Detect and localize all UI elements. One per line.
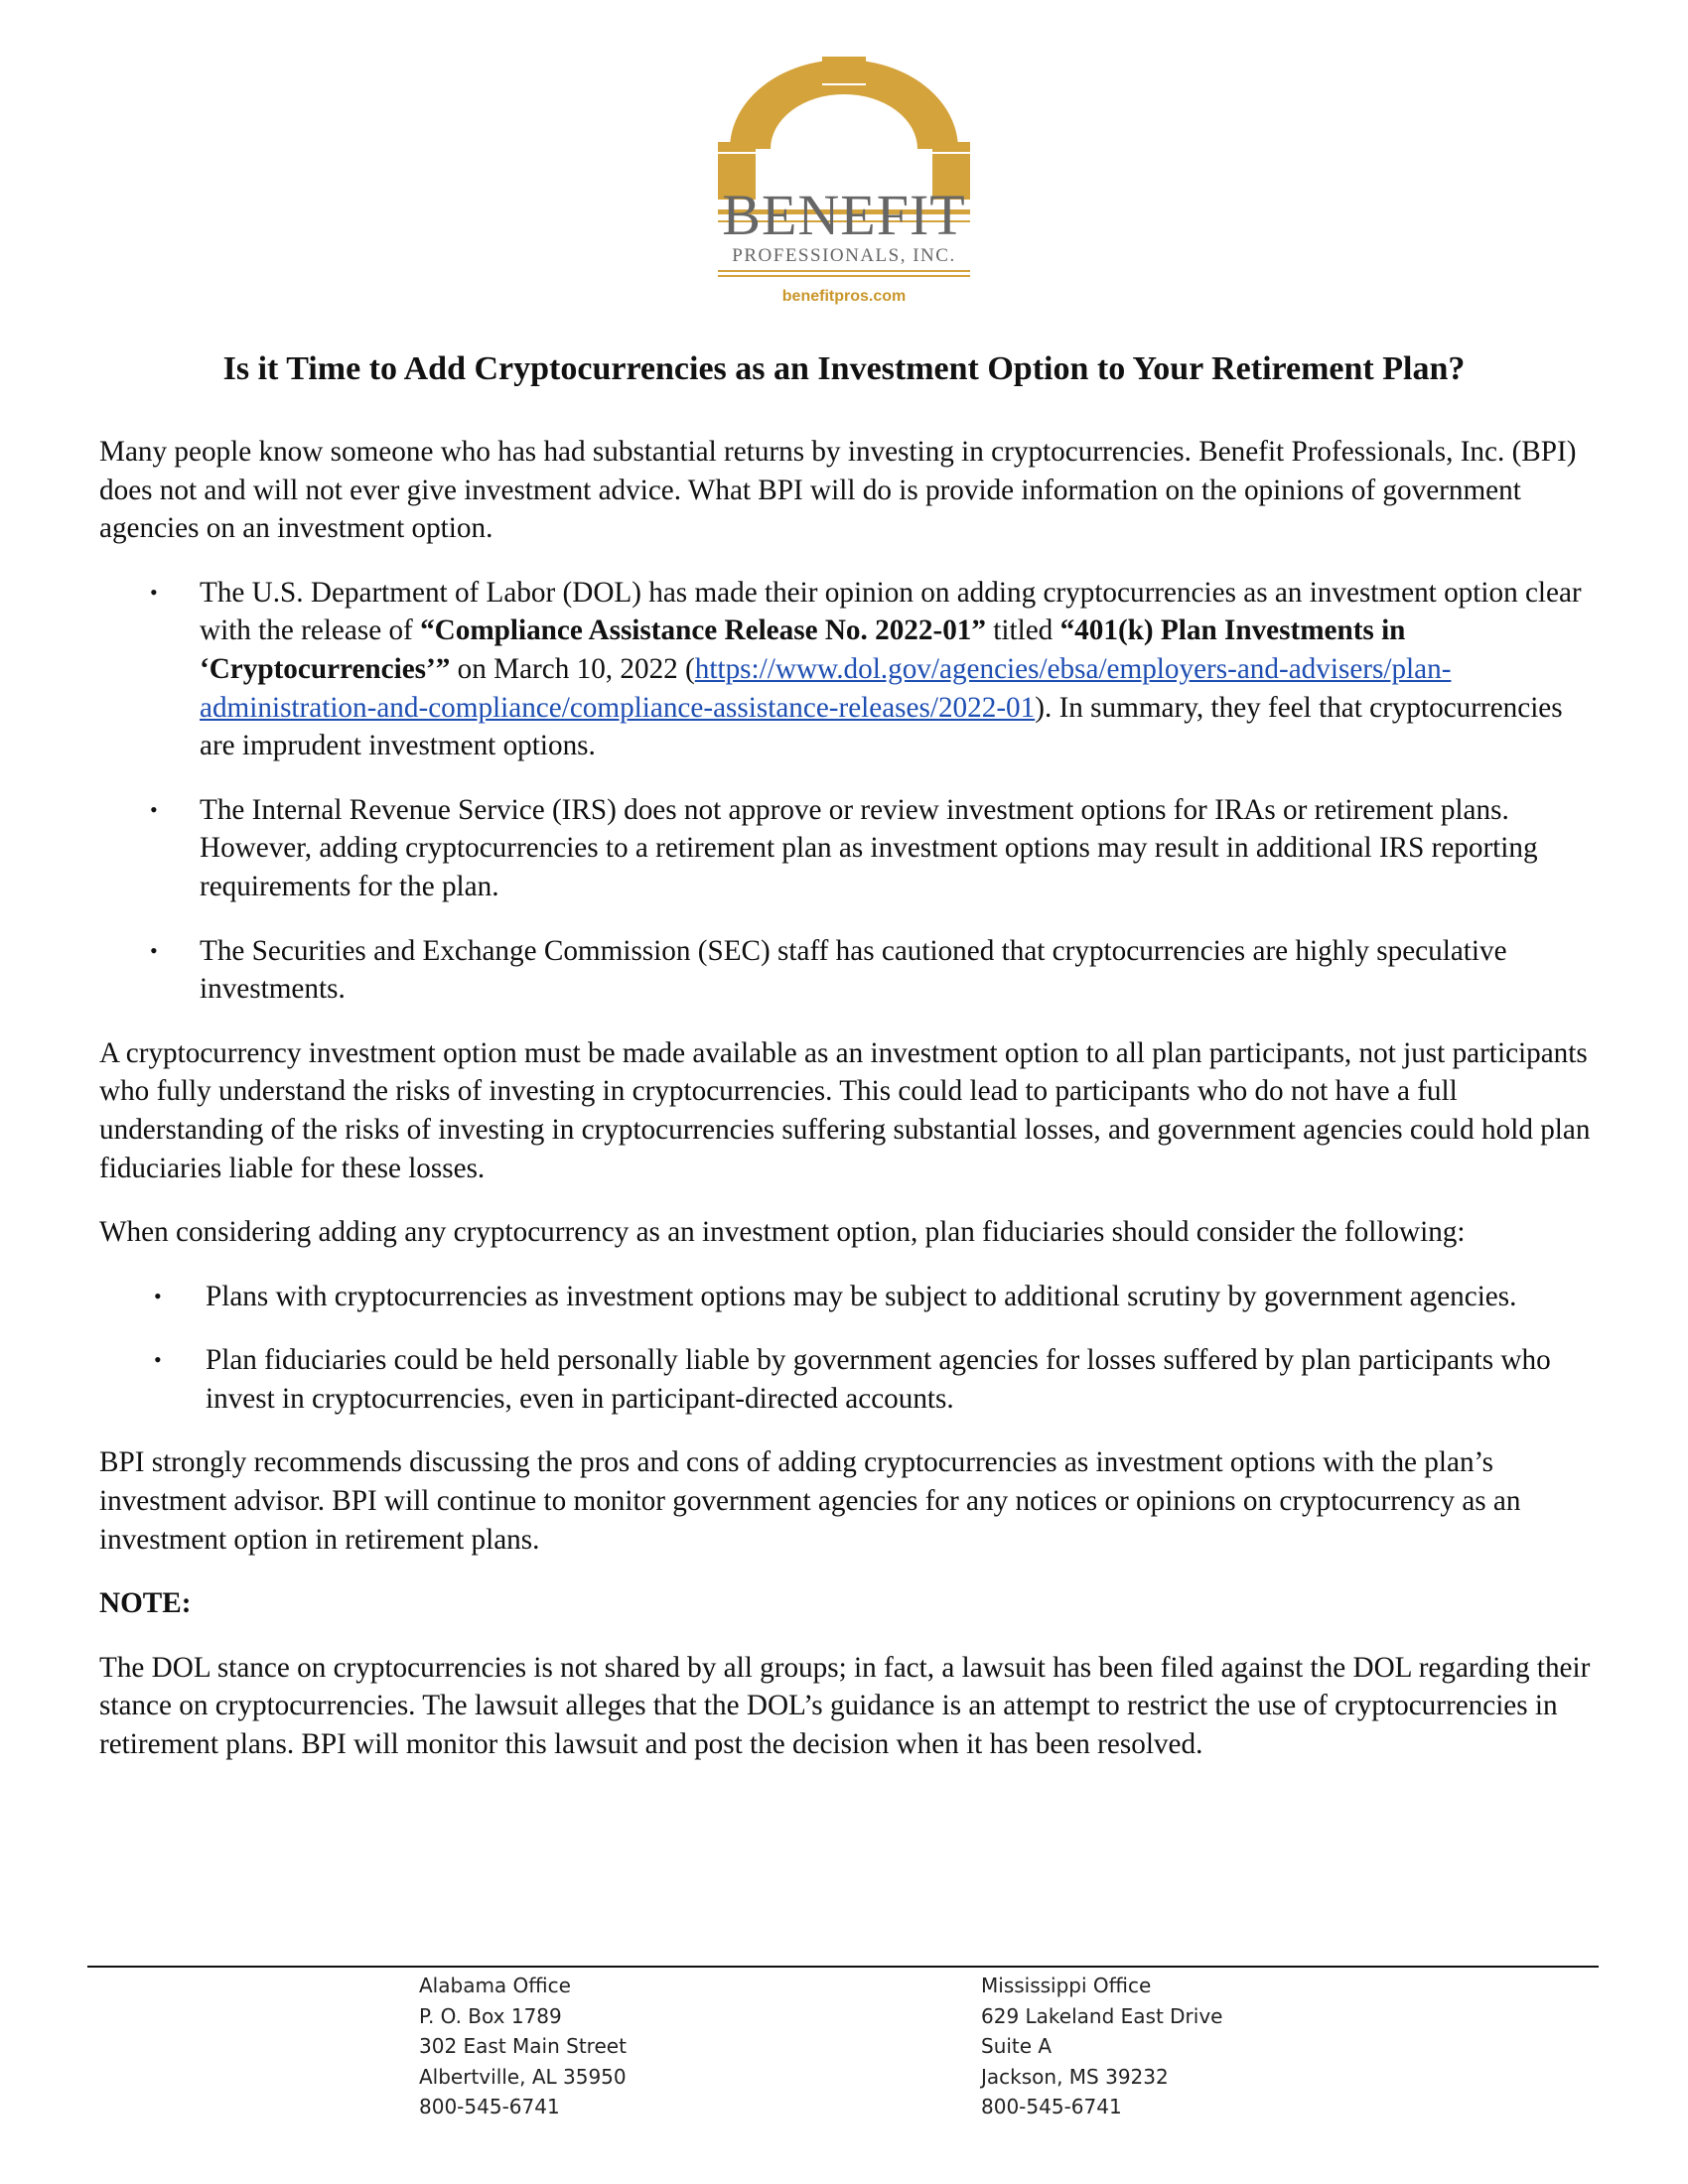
dol-text-a: The U.S. Department of Labor (DOL) has made their opinion on adding cryptocurrencies as an investment option clear with the release of	[200, 576, 1582, 647]
page-title: Is it Time to Add Cryptocurrencies as an Investment Option to Your Retirement Plan?	[222, 350, 1466, 387]
bullet-icon: •	[150, 937, 158, 963]
mississippi-suite: Suite A	[981, 2034, 1053, 2058]
mississippi-city: Jackson, MS 39232	[981, 2064, 1169, 2089]
intro-paragraph: Many people know someone who has had substantial returns by investing in cryptocurrencies. Benefit Professionals, Inc. (BPI) does not and will not ever give investment advice. What BPI will do is provide information on the opinions of government agencies on an investment option.	[99, 436, 1577, 545]
alabama-street: 302 East Main Street	[419, 2034, 627, 2058]
list-item-scrutiny	[99, 1278, 1594, 1316]
alabama-po-box: P. O. Box 1789	[419, 2003, 562, 2028]
irs-text: The Internal Revenue Service (IRS) does not approve or review investment options for IRAs or retirement plans. However, adding cryptocurrencies to a retirement plan as investment options may result in additional IRS reporting requirements for the plan.	[200, 793, 1538, 902]
mississippi-street: 629 Lakeland East Drive	[981, 2003, 1223, 2028]
dol-text-c: titled	[985, 614, 1060, 647]
dol-text-f: ). In summary, they feel that cryptocurrencies are imprudent investment options.	[200, 691, 1563, 762]
liability-text: Plan fiduciaries could be held personally liable by government agencies for losses suffered by plan participants who invest in cryptocurrencies, even in participant-directed accounts.	[206, 1344, 1551, 1415]
dol-release-name: “Compliance Assistance Release No. 2022-01”	[420, 614, 986, 647]
considerations-paragraph: When considering adding any cryptocurrency as an investment option, plan fiduciaries should consider the following:	[99, 1216, 1466, 1249]
list-item-sec	[99, 932, 1594, 1009]
dol-release-link[interactable]: https://www.dol.gov/agencies/ebsa/employers-and-advisers/plan-administration-and-compliance/compliance-assistance-releases/2022-01	[200, 652, 1452, 724]
mississippi-office-address	[981, 1971, 1222, 2122]
bullet-icon: •	[154, 1347, 162, 1373]
mississippi-office-title: Mississippi Office	[981, 1974, 1152, 1997]
dol-release-title: “401(k) Plan Investments in ‘Cryptocurrencies’”	[200, 614, 1406, 685]
scrutiny-text: Plans with cryptocurrencies as investment options may be subject to additional scrutiny by government agencies.	[206, 1280, 1517, 1312]
recommendation-paragraph: BPI strongly recommends discussing the pros and cons of adding cryptocurrencies as investment options with the plan’s investment advisor. BPI will continue to monitor government agencies for any notices or opinions on cryptocurrency as an investment option in retirement plans.	[99, 1446, 1521, 1556]
mississippi-phone: 800-545-6741	[981, 2095, 1122, 2118]
logo-wordmark: BENEFIT	[722, 183, 966, 247]
bullet-icon: •	[150, 579, 158, 605]
logo-url: benefitpros.com	[781, 288, 907, 305]
list-item-liability	[99, 1341, 1594, 1418]
alabama-office-address	[419, 1971, 627, 2122]
logo-subtitle: PROFESSIONALS, INC.	[732, 245, 956, 266]
list-item-irs	[99, 791, 1594, 906]
dol-text-e: on March 10, 2022 (	[450, 652, 695, 685]
agency-opinions-list	[99, 574, 1594, 1009]
considerations-list	[99, 1278, 1594, 1419]
note-paragraph: The DOL stance on cryptocurrencies is not shared by all groups; in fact, a lawsuit has been filed against the DOL regarding their stance on cryptocurrencies. The lawsuit alleges that the DOL’s guidance is an attempt to restrict the use of cryptocurrencies in retirement plans. BPI will monitor this lawsuit and post the decision when it has been resolved.	[99, 1651, 1591, 1761]
alabama-office-title: Alabama Office	[419, 1974, 571, 1997]
note-heading: NOTE:	[99, 1587, 192, 1620]
alabama-phone: 800-545-6741	[419, 2095, 560, 2118]
company-logo	[695, 55, 993, 323]
alabama-city: Albertville, AL 35950	[419, 2064, 627, 2089]
sec-text: The Securities and Exchange Commission (SEC) staff has cautioned that cryptocurrencies are highly speculative investments.	[200, 934, 1507, 1006]
participants-paragraph: A cryptocurrency investment option must be made available as an investment option to all plan participants, not just participants who fully understand the risks of investing in cryptocurrencies. This could lead to participants who do not have a full understanding of the risks of investing in cryptocurrencies suffering substantial losses, and government agencies could hold plan fiduciaries liable for these losses.	[99, 1036, 1591, 1184]
article-body	[99, 433, 1594, 1790]
footer-divider	[87, 1966, 1599, 1968]
bullet-icon: •	[154, 1283, 162, 1308]
list-item-dol	[99, 574, 1594, 765]
bullet-icon: •	[150, 796, 158, 822]
